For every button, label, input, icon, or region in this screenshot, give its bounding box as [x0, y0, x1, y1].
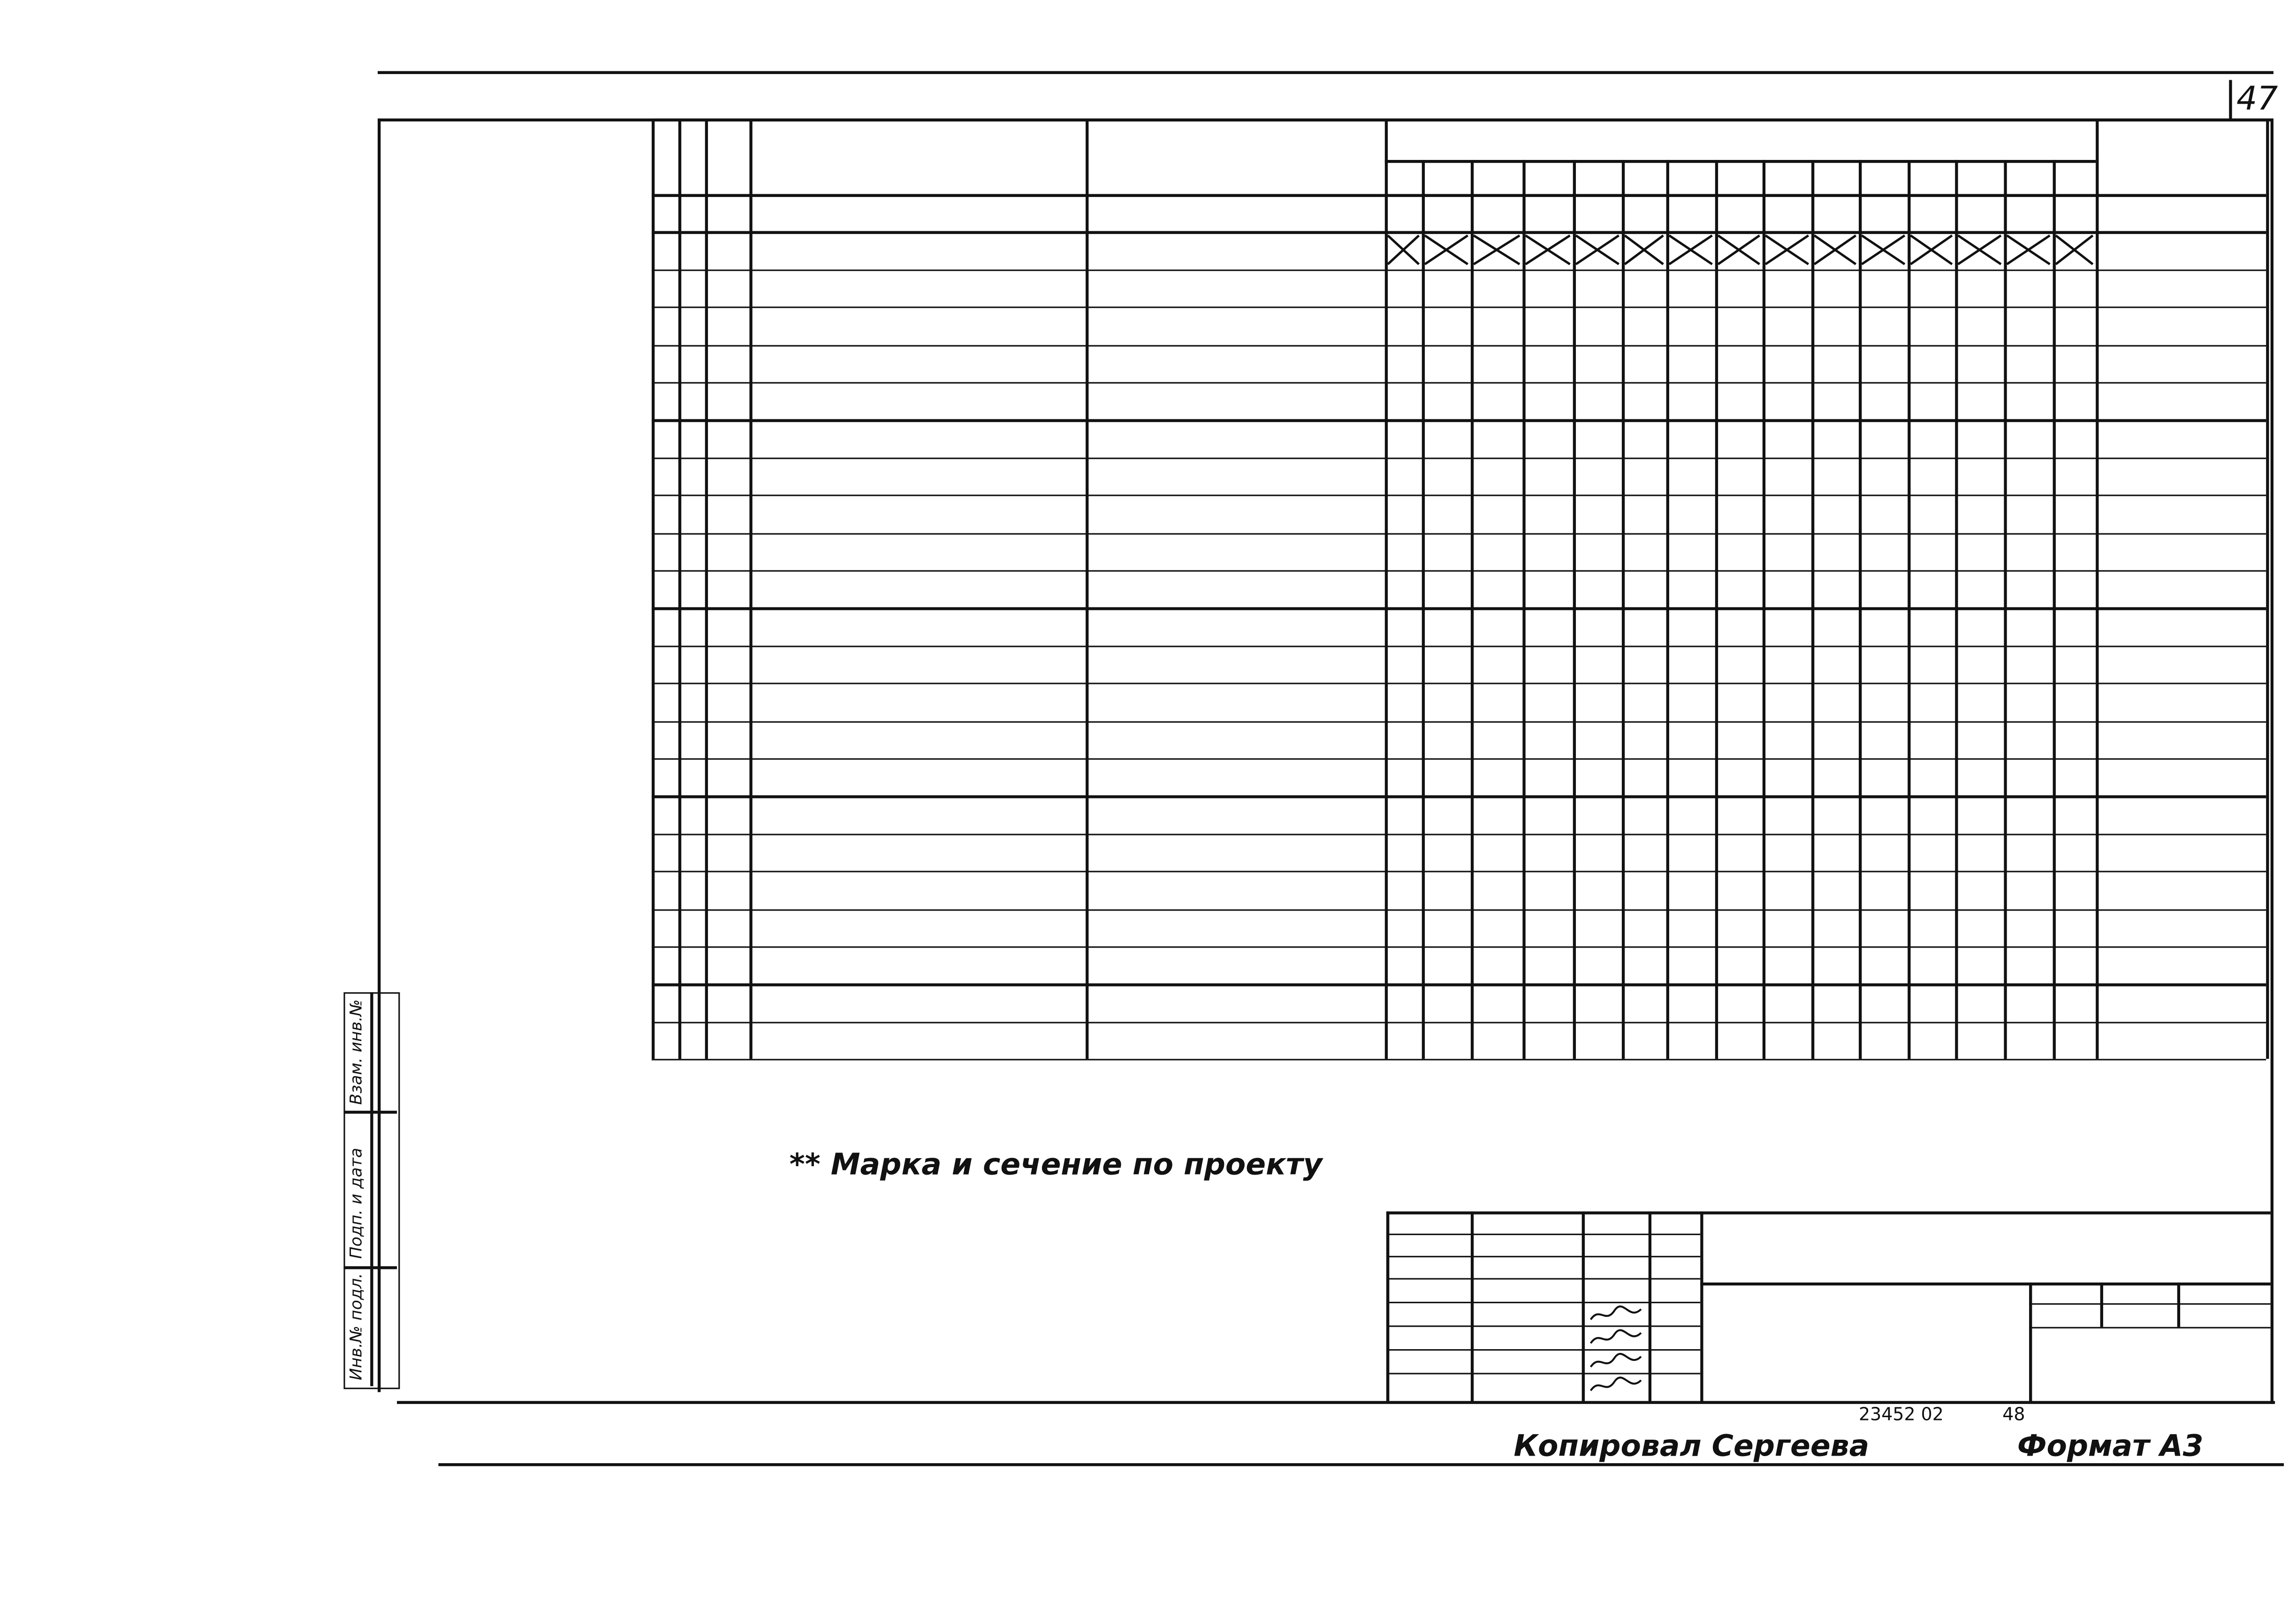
tb-stage-h2 — [2029, 1327, 2271, 1329]
tb-grid-hline — [1386, 1326, 1700, 1328]
tb-right-divider — [2029, 1283, 2031, 1401]
copied-by: Копировал Сергеева — [1513, 1427, 1870, 1464]
side-stamp-inv-replace: Взам. инв.№ — [346, 999, 366, 1105]
side-stamp-sign-date: Подп. и дата — [346, 1147, 366, 1259]
tb-stage-v1 — [2100, 1283, 2103, 1327]
archive-number: 23452 02 — [1859, 1404, 1944, 1425]
footnote: ** Марка и сечение по проекту — [789, 1146, 1323, 1182]
signature-scribble — [1588, 1327, 1647, 1349]
side-stamp-inv-orig: Инв.№ подл. — [346, 1273, 366, 1381]
tb-grid-hline — [1386, 1349, 1700, 1351]
signature-scribble — [1588, 1351, 1647, 1373]
tb-top-line — [1386, 1211, 2271, 1214]
tb-stage-h1 — [2029, 1303, 2271, 1305]
tb-grid-hline — [1386, 1278, 1700, 1280]
tb-code-bottom-line — [1700, 1283, 2270, 1285]
tb-grid-hline — [1386, 1256, 1700, 1258]
tb-stage-v2 — [2177, 1283, 2180, 1327]
tb-grid-hline — [1386, 1373, 1700, 1375]
signature-scribble — [1588, 1374, 1647, 1397]
page-number: 47 — [2236, 81, 2278, 119]
tb-grid-vline — [1700, 1211, 1703, 1401]
tb-grid-hline — [1386, 1234, 1700, 1236]
format-label: Формат А3 — [2017, 1427, 2204, 1464]
tb-grid-hline — [1386, 1302, 1700, 1304]
sheet-serial: 48 — [2002, 1404, 2025, 1425]
signature-scribble — [1588, 1303, 1647, 1325]
